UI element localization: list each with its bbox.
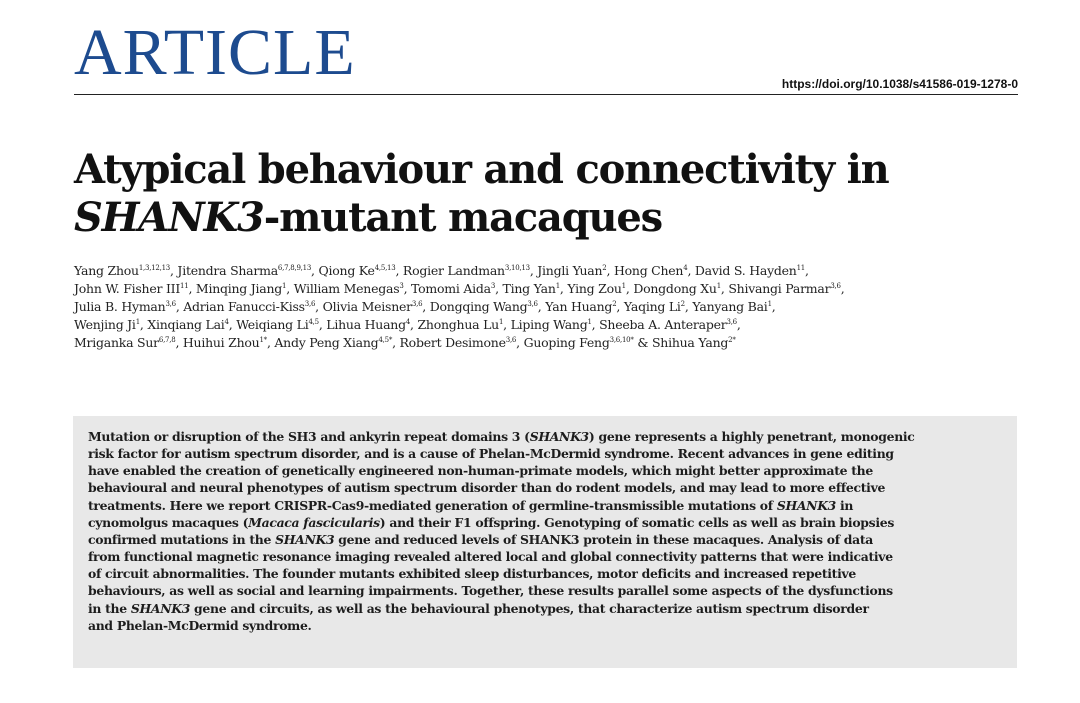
abstract-line: behaviours, as well as social and learning impairments. Together, these results parallel some aspects of the dysfunctions <box>88 583 893 599</box>
title-line-2-rest: -mutant macaques <box>263 194 662 241</box>
title-gene: SHANK3 <box>74 194 264 241</box>
article-title <box>74 146 1018 242</box>
abstract-line: and Phelan-McDermid syndrome. <box>88 617 312 633</box>
author-line: Julia B. Hyman$^{3,6}$, Adrian Fanucci-Kiss$^{3,6}$, Olivia Meisner$^{3,6}$, Dongqing Wang$^{3,6}$, Yan Huang$^2$, Yaqing Li$^2$, Yanyang Bai$^1$, <box>74 298 776 314</box>
author-list <box>74 262 1024 352</box>
section-label: ARTICLE <box>74 16 356 89</box>
abstract-line: have enabled the creation of genetically engineered non-human-primate models, which might better approximate the <box>88 463 873 479</box>
author-line: Mriganka Sur$^{6,7,8}$, Huihui Zhou$^{1*}$, Andy Peng Xiang$^{4,5*}$, Robert Desimone$^{3,6}$, Guoping Feng$^{3,6,10*}$ & Shihua Yang$^{2*}$ <box>74 334 736 350</box>
abstract-line: of circuit abnormalities. The founder mutants exhibited sleep disturbances, motor deficits and increased repetitive <box>88 566 856 582</box>
abstract-line: in the SHANK3 gene and circuits, as well as the behavioural phenotypes, that characterize autism spectrum disorder <box>88 600 869 616</box>
title-line-2 <box>74 194 1018 242</box>
abstract-line: treatments. Here we report CRISPR-Cas9-mediated generation of germline-transmissible mutations of SHANK3 in <box>88 497 854 513</box>
header-rule <box>74 94 1018 95</box>
abstract-line: behavioural and neural phenotypes of autism spectrum disorder than do rodent models, and may lead to more effective <box>88 480 886 496</box>
abstract-line: cynomolgus macaques (Macaca fascicularis) and their F1 offspring. Genotyping of somatic cells as well as brain biopsies <box>88 514 894 530</box>
author-line: John W. Fisher III$^{11}$, Minqing Jiang$^1$, William Menegas$^3$, Tomomi Aida$^3$, Ting Yan$^1$, Ying Zou$^1$, Dongdong Xu$^1$, Shivangi Parmar$^{3,6}$, <box>74 280 845 296</box>
abstract-line: confirmed mutations in the SHANK3 gene and reduced levels of SHANK3 protein in these macaques. Analysis of data <box>88 531 873 547</box>
doi-link[interactable]: https://doi.org/10.1038/s41586-019-1278-0 <box>781 77 1018 91</box>
abstract-line: Mutation or disruption of the SH3 and ankyrin repeat domains 3 (SHANK3) gene represents a highly penetrant, monogenic <box>88 429 915 444</box>
abstract-line: from functional magnetic resonance imaging revealed altered local and global connectivity patterns that were indicative <box>88 549 893 565</box>
author-line: Yang Zhou$^{1,3,12,13}$, Jitendra Sharma$^{6,7,8,9,13}$, Qiong Ke$^{4,5,13}$, Rogier Landman$^{3,10,13}$, Jingli Yuan$^2$, Hong Chen$^4$, David S. Hayden$^{11}$, <box>74 263 809 278</box>
abstract-text <box>88 428 1013 634</box>
title-line-1: Atypical behaviour and connectivity in <box>74 146 889 193</box>
author-line: Wenjing Ji$^1$, Xinqiang Lai$^4$, Weiqiang Li$^{4,5}$, Lihua Huang$^4$, Zhonghua Lu$^1$, Liping Wang$^1$, Sheeba A. Anteraper$^{3,6}$, <box>74 316 741 332</box>
abstract-line: risk factor for autism spectrum disorder, and is a cause of Phelan-McDermid syndrome. Recent advances in gene editing <box>88 446 894 462</box>
